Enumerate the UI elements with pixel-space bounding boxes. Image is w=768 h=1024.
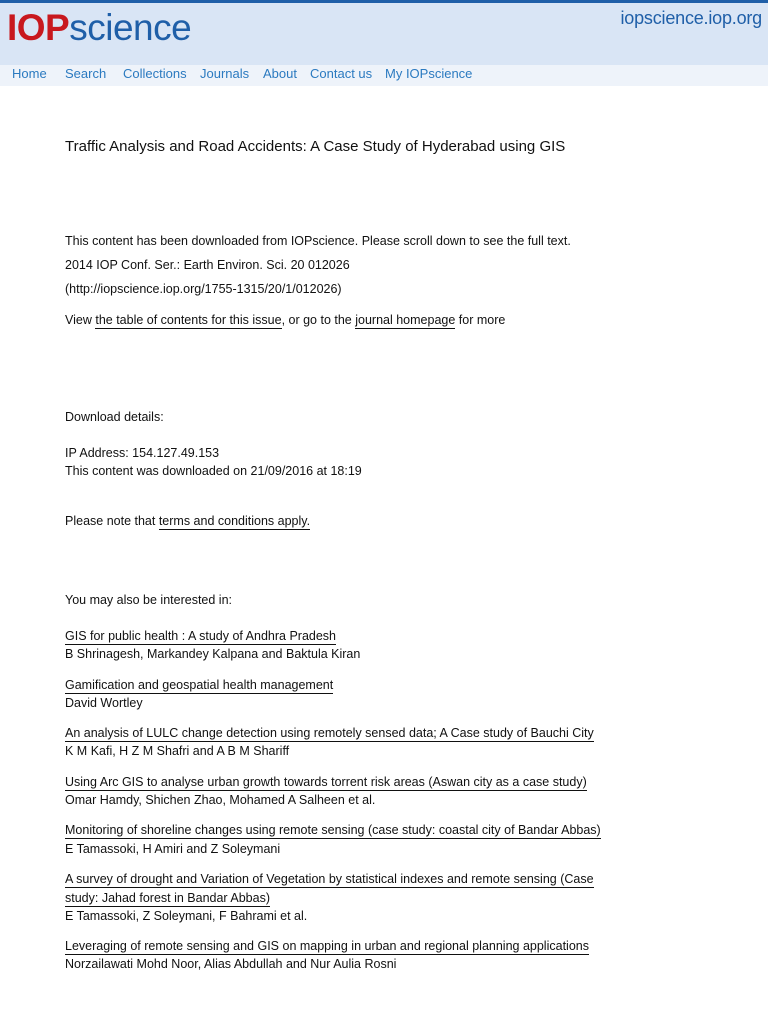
- nav-bar: [0, 65, 768, 86]
- article-title: Traffic Analysis and Road Accidents: A Case Study of Hyderabad using GIS: [65, 138, 566, 155]
- related-authors: K M Kafi, H Z M Shafri and A B M Shariff: [65, 744, 290, 758]
- toc-link[interactable]: the table of contents for this issue: [95, 313, 282, 327]
- related-title-link[interactable]: Monitoring of shoreline changes using remote sensing (case study: coastal city of Bandar Abbas): [65, 823, 601, 837]
- related-title[interactable]: [65, 678, 333, 692]
- nav-contact-us[interactable]: Contact us: [310, 66, 373, 81]
- related-authors: E Tamassoki, H Amiri and Z Soleymani: [65, 842, 281, 856]
- nav-search[interactable]: Search: [65, 66, 107, 81]
- related-title[interactable]: [65, 872, 594, 886]
- related-title[interactable]: [65, 775, 587, 789]
- nav-home[interactable]: Home: [12, 66, 47, 81]
- view-prefix: View: [65, 313, 96, 327]
- view-line: [65, 313, 505, 327]
- related-title-continued[interactable]: [65, 891, 270, 905]
- related-authors: E Tamassoki, Z Soleymani, F Bahrami et al.: [65, 909, 308, 923]
- iopscience-logo[interactable]: [7, 5, 191, 51]
- nav-about[interactable]: About: [263, 66, 297, 81]
- terms-link[interactable]: terms and conditions apply.: [158, 514, 311, 528]
- related-authors: B Shrinagesh, Markandey Kalpana and Baktula Kiran: [65, 647, 361, 661]
- related-title[interactable]: [65, 939, 589, 953]
- related-title[interactable]: [65, 823, 601, 837]
- related-heading: You may also be interested in:: [65, 593, 233, 607]
- doi-url: (http://iopscience.iop.org/1755-1315/20/1/012026): [65, 282, 342, 296]
- download-details-heading: Download details:: [65, 410, 164, 424]
- related-title-link[interactable]: GIS for public health : A study of Andhra Pradesh: [65, 629, 337, 643]
- terms-prefix: Please note that: [65, 514, 159, 528]
- site-header: [0, 0, 768, 65]
- nav-collections[interactable]: Collections: [123, 66, 187, 81]
- logo-iop-text: IOP: [7, 7, 70, 48]
- download-timestamp: This content was downloaded on 21/09/2016 at 18:19: [65, 464, 362, 478]
- download-notice: This content has been downloaded from IOPscience. Please scroll down to see the full text.: [65, 234, 571, 248]
- related-authors: David Wortley: [65, 696, 143, 710]
- related-title[interactable]: [65, 726, 594, 740]
- ip-address: IP Address: 154.127.49.153: [65, 446, 220, 460]
- related-authors: Norzailawati Mohd Noor, Alias Abdullah and Nur Aulia Rosni: [65, 957, 397, 971]
- logo-science-text: science: [69, 7, 192, 48]
- nav-journals[interactable]: Journals: [200, 66, 250, 81]
- site-url[interactable]: iopscience.iop.org: [620, 8, 762, 28]
- related-title-link[interactable]: Using Arc GIS to analyse urban growth towards torrent risk areas (Aswan city as a case study): [65, 775, 587, 789]
- related-title[interactable]: [65, 629, 336, 643]
- view-middle: , or go to the: [281, 313, 356, 327]
- related-title-link[interactable]: An analysis of LULC change detection using remotely sensed data; A Case study of Bauchi City: [65, 726, 594, 740]
- terms-line: [65, 514, 310, 528]
- journal-homepage-link[interactable]: journal homepage: [355, 313, 456, 327]
- related-title-link[interactable]: study: Jahad forest in Bandar Abbas): [65, 891, 270, 905]
- related-authors: Omar Hamdy, Shichen Zhao, Mohamed A Salheen et al.: [65, 793, 376, 807]
- view-suffix: for more: [455, 313, 506, 327]
- related-title-link[interactable]: Leveraging of remote sensing and GIS on mapping in urban and regional planning applications: [65, 939, 589, 953]
- related-title-link[interactable]: A survey of drought and Variation of Vegetation by statistical indexes and remote sensing (Case: [65, 872, 594, 886]
- citation: 2014 IOP Conf. Ser.: Earth Environ. Sci. 20 012026: [65, 258, 350, 272]
- nav-my-iopscience[interactable]: My IOPscience: [385, 66, 473, 81]
- related-title-link[interactable]: Gamification and geospatial health management: [65, 678, 334, 692]
